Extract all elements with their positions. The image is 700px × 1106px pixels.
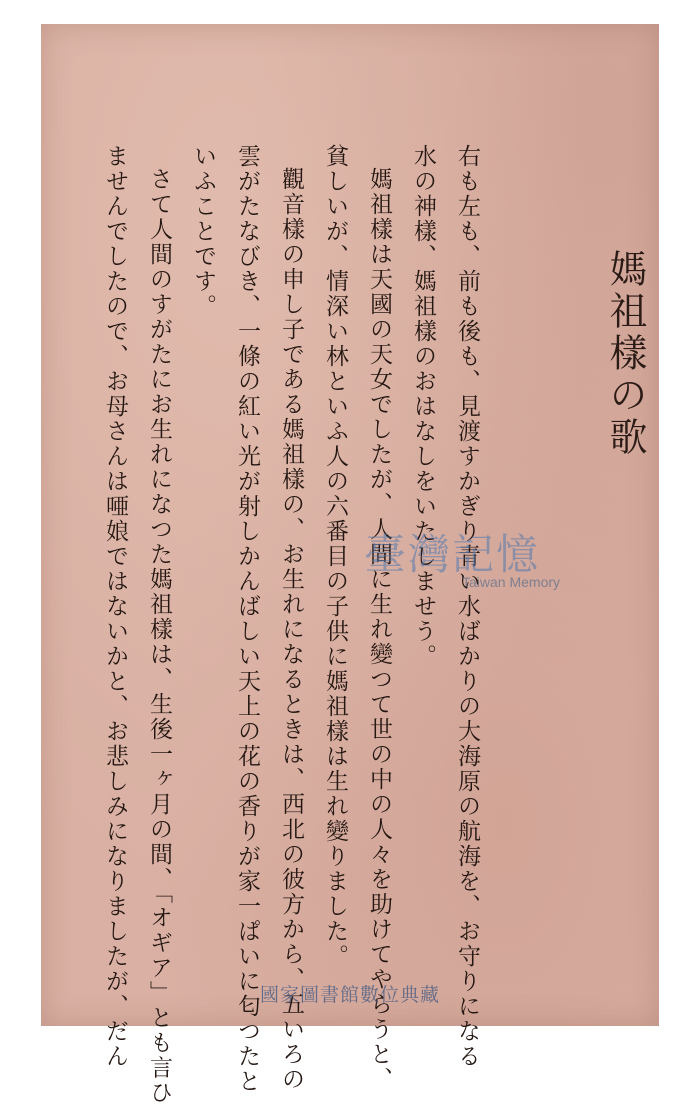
library-footer-watermark: 國家圖書館數位典藏 (259, 984, 440, 1006)
text-column: 觀音樣の申し子である媽祖樣の、お生れになるときは、西北の彼方から、五いろの (278, 167, 304, 1092)
text-column: さて人間のすがたにお生れになつた媽祖樣は、生後一ヶ月の間、「オギア」とも言ひ (146, 167, 172, 1106)
text-column: 右も左も、前も後も、見渡すかぎり青い水ばかりの大海原の航海を、お守りになる (454, 144, 480, 1069)
text-column: 貧しいが、情深い林といふ人の六番目の子供に媽祖樣は生れ變りました。 (322, 144, 348, 969)
text-column: 水の神樣、媽祖樣のおはなしをいたしませう。 (410, 144, 436, 669)
text-column: ませんでしたので、お母さんは唖娘ではないかと、お悲しみになりましたが、だん (102, 144, 128, 1069)
taiwan-memory-watermark (352, 522, 572, 602)
text-column: 雲がたなびき、一條の紅い光が射しかんばしい天上の花の香りが家一ぱいに匂つたと (234, 144, 260, 1094)
text-column: いふことです。 (190, 144, 216, 319)
watermark-text: 臺灣記憶 (364, 530, 541, 579)
watermark-subtext: Taiwan Memory (462, 574, 561, 590)
text-column: 媽祖樣は天國の天女でしたが、人間に生れ變つて世の中の人々を助けてやらうと、 (366, 167, 392, 1092)
page-title: 媽祖樣の歌 (603, 249, 647, 459)
